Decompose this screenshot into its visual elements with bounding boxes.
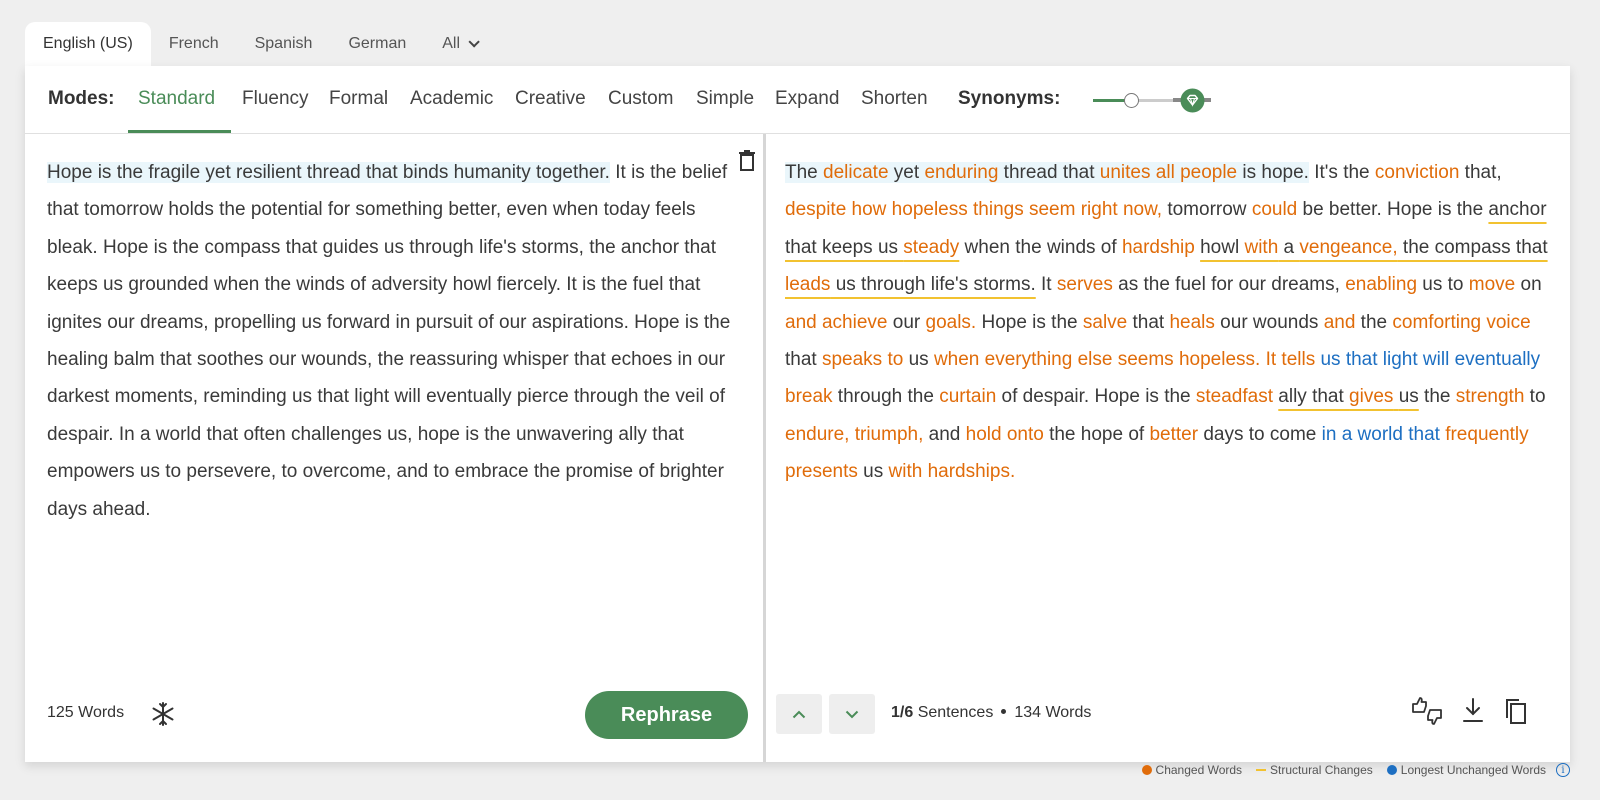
input-text: It is the belief that tomorrow holds the potential for something better, even when today feels bleak. Hope is the compass that guides us through life's storms, the anchor that keeps us grounded when the winds of adversity howl fiercely. It is the fuel that ignites our dreams, propelling us forward in pursuit of our aspirations. Hope is the healing balm that soothes our wounds, the reassuring whisper that echoes in our darkest moments, reminding us that light will eventually pierce through the veil of despair. In a world that often challenges us, hope is the unwavering ally that empowers us to persevere, to overcome, and to embrace the promise of brighter days ahead. — [47, 162, 731, 520]
lang-tab-all-dropdown[interactable] — [424, 22, 494, 66]
synonyms-slider-thumb[interactable] — [1124, 93, 1139, 108]
input-highlighted-sentence: Hope is the fragile yet resilient thread that binds humanity together. — [47, 162, 610, 183]
legend-line-structural — [1256, 769, 1266, 771]
output-sentence-6: Hope is the steadfast ally that gives us the strength to endure, triumph, and hold onto the hope of better days to come in a world that frequently presents us with hardships. — [785, 386, 1546, 483]
lang-tab-french[interactable] — [151, 22, 237, 66]
rate-thumbs-icon[interactable] — [1410, 696, 1444, 726]
trash-icon[interactable] — [738, 150, 756, 172]
separator-dot — [1001, 709, 1006, 714]
mode-tab-formal[interactable]: Formal — [329, 88, 389, 109]
synonyms-label: Synonyms: — [958, 88, 1061, 109]
output-stats — [891, 704, 1091, 722]
chevron-down-icon — [845, 710, 859, 719]
next-sentence-button[interactable] — [829, 694, 875, 734]
mode-tab-custom[interactable]: Custom — [608, 88, 674, 109]
output-word-count: 134 Words — [1014, 704, 1092, 721]
lang-tab-spanish[interactable] — [237, 22, 331, 66]
output-sentence-2: It's the conviction that, despite how hopeless things seem right now, tomorrow could be better. — [785, 162, 1502, 221]
input-word-count: 125 Words — [47, 704, 125, 721]
rephrase-button[interactable]: Rephrase — [585, 691, 748, 739]
premium-diamond-icon — [1180, 88, 1205, 113]
freeze-words-icon[interactable] — [149, 700, 177, 728]
mode-tab-simple[interactable]: Simple — [696, 88, 755, 109]
modes-bar — [25, 66, 1570, 134]
language-tabs — [25, 22, 494, 66]
lang-tab-label: German — [348, 35, 407, 52]
input-text-area[interactable] — [47, 154, 737, 528]
chevron-down-icon — [468, 36, 479, 47]
output-sentence-1: The delicate yet enduring thread that unites all people is hope. — [785, 162, 1309, 183]
legend-unchanged: Longest Unchanged Words — [1387, 763, 1546, 777]
output-sentence-5: Hope is the salve that heals our wounds and the comforting voice that speaks to us when everything else seems hopeless. It tells us that light will eventually break through the curtain of despair. — [785, 311, 1541, 408]
lang-tab-label: All — [442, 35, 461, 52]
lang-tab-label: Spanish — [254, 35, 313, 52]
mode-tab-standard[interactable]: Standard — [138, 88, 216, 109]
paraphraser-card — [25, 66, 1570, 762]
legend-changed: Changed Words — [1142, 763, 1243, 777]
output-sentence-4: It serves as the fuel for our dreams, enabling us to move on and achieve our goals. — [785, 274, 1542, 333]
legend-structural: Structural Changes — [1256, 763, 1373, 777]
sentence-position: 1/6 — [891, 704, 914, 721]
mode-tab-fluency[interactable]: Fluency — [242, 88, 309, 109]
copy-icon[interactable] — [1503, 696, 1529, 726]
output-text-area — [785, 154, 1555, 491]
info-icon[interactable]: i — [1556, 763, 1570, 777]
chevron-up-icon — [792, 710, 806, 719]
lang-tab-german[interactable] — [330, 22, 424, 66]
modes-label: Modes: — [48, 88, 115, 109]
output-sentence-3: Hope is the anchor that keeps us steady when the winds of hardship howl with a vengeance, the compass that leads us through life's storms. — [785, 199, 1548, 296]
lang-tab-label: French — [168, 35, 219, 52]
legend — [1128, 763, 1570, 777]
legend-dot-unchanged — [1387, 765, 1397, 775]
lang-tab-label: English (US) — [43, 35, 133, 52]
legend-dot-changed — [1142, 765, 1152, 775]
mode-tab-creative[interactable]: Creative — [515, 88, 586, 109]
mode-tab-academic[interactable]: Academic — [410, 88, 494, 109]
active-mode-underline — [128, 130, 231, 133]
previous-sentence-button[interactable] — [776, 694, 822, 734]
mode-tab-shorten[interactable]: Shorten — [861, 88, 928, 109]
pane-divider — [763, 134, 766, 762]
lang-tab-english[interactable] — [25, 22, 151, 66]
download-icon[interactable] — [1461, 696, 1485, 724]
sentences-label: Sentences — [917, 704, 994, 721]
mode-tab-expand[interactable]: Expand — [775, 88, 840, 109]
